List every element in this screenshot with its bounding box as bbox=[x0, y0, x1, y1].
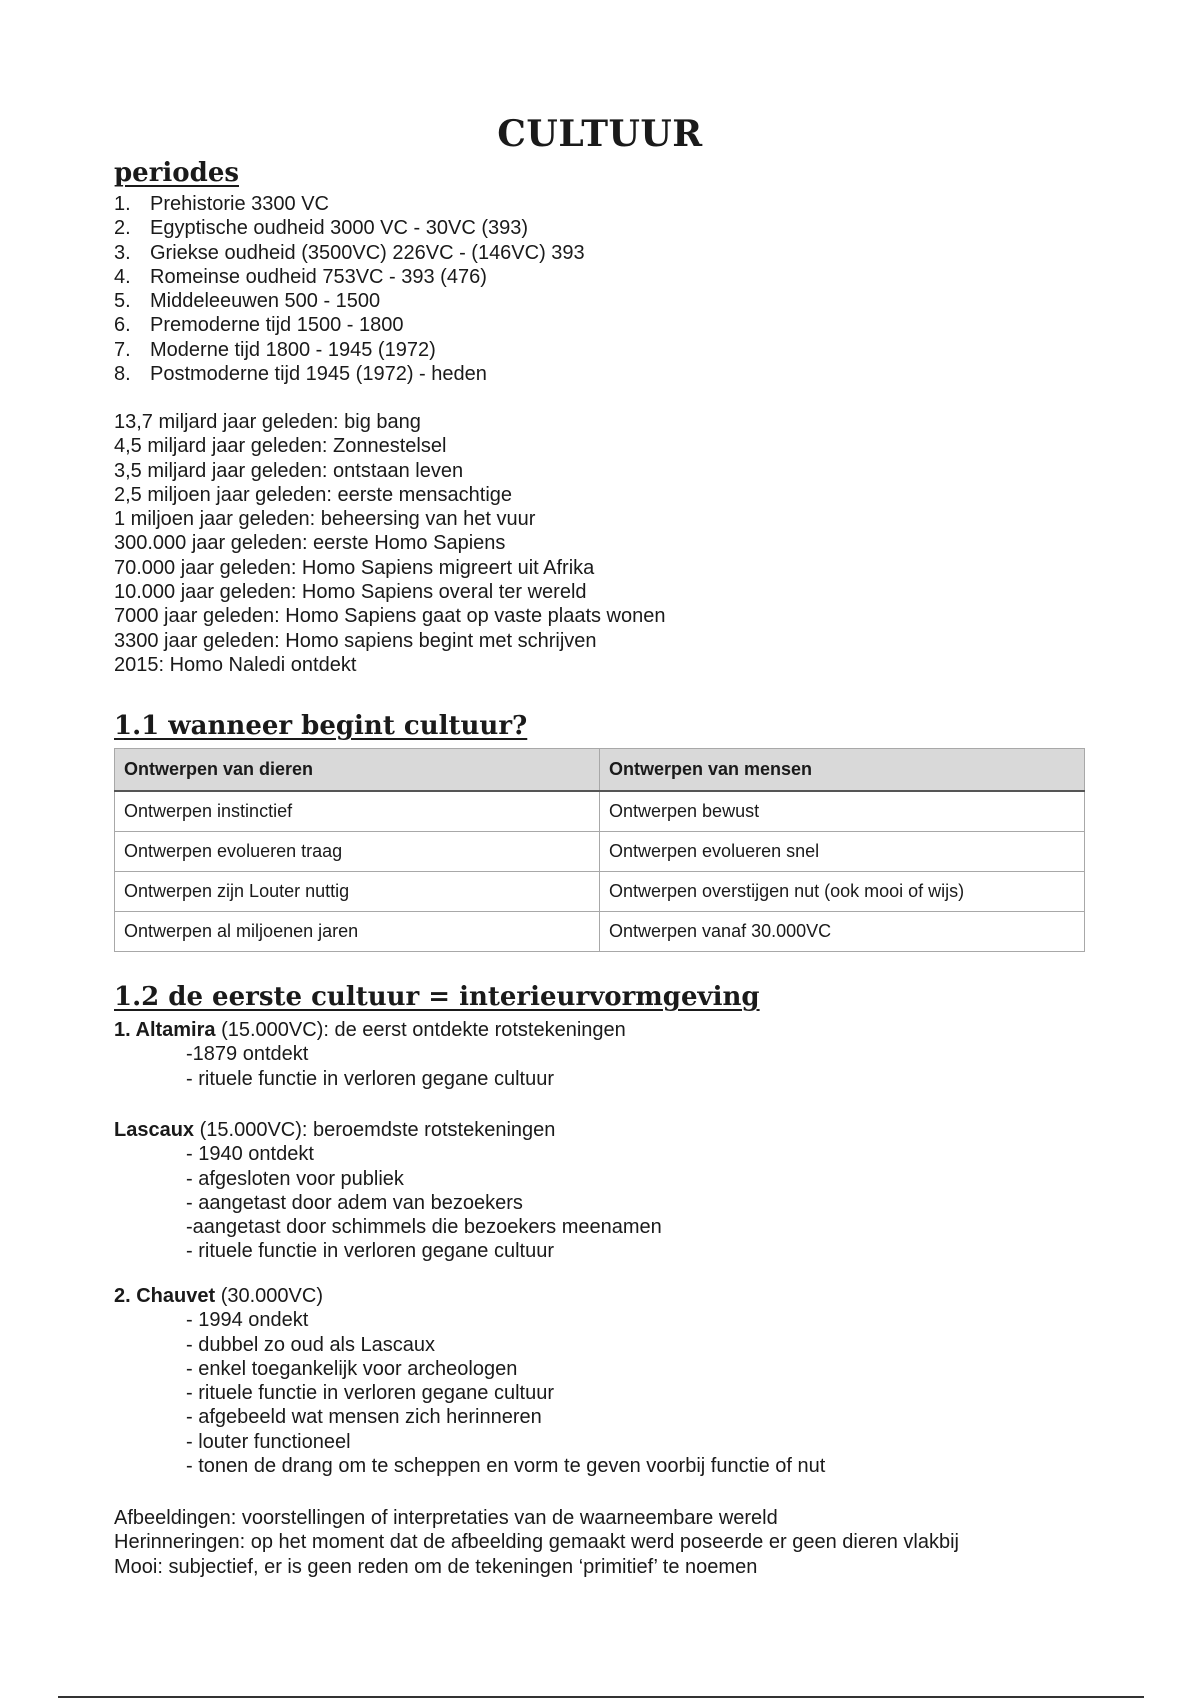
chauvet-block bbox=[114, 1284, 825, 1478]
table-cell: Ontwerpen instinctief bbox=[115, 791, 600, 832]
list-item: - enkel toegankelijk voor archeologen bbox=[186, 1357, 518, 1380]
list-item: 8. Postmoderne tijd 1945 (1972) - heden bbox=[114, 363, 487, 386]
lascaux-title: Lascaux (15.000VC): beroemdste rotstekeningen bbox=[114, 1119, 556, 1141]
list-item: -1879 ontdekt bbox=[186, 1043, 309, 1066]
table-cell: Ontwerpen evolueren snel bbox=[600, 832, 1085, 872]
footer-divider bbox=[58, 1696, 1144, 1698]
table-row bbox=[115, 832, 1085, 872]
list-item: - 1940 ontdekt bbox=[186, 1143, 314, 1166]
page-title: CULTUUR bbox=[497, 113, 703, 155]
list-item: -aangetast door schimmels die bezoekers meenamen bbox=[186, 1216, 662, 1239]
table-cell: Ontwerpen overstijgen nut (ook mooi of wijs) bbox=[600, 872, 1085, 912]
timeline-line: 13,7 miljard jaar geleden: big bang bbox=[114, 411, 421, 433]
list-item: - rituele functie in verloren gegane cultuur bbox=[186, 1067, 554, 1090]
definition-line: Herinneringen: op het moment dat de afbeelding gemaakt werd poseerde er geen dieren vlakbij bbox=[114, 1531, 959, 1554]
heading-periodes: periodes bbox=[114, 158, 239, 188]
list-item: - dubbel zo oud als Lascaux bbox=[186, 1333, 436, 1356]
definition-line: Mooi: subjectief, er is geen reden om de tekeningen ‘primitief’ te noemen bbox=[114, 1555, 758, 1578]
list-item: 2. Egyptische oudheid 3000 VC - 30VC (393) bbox=[114, 217, 529, 240]
timeline-line: 3300 jaar geleden: Homo sapiens begint met schrijven bbox=[114, 629, 597, 652]
list-item: - rituele functie in verloren gegane cultuur bbox=[186, 1382, 554, 1405]
list-item: - louter functioneel bbox=[186, 1430, 351, 1453]
definition-line: Afbeeldingen: voorstellingen of interpretaties van de waarneembare wereld bbox=[114, 1507, 778, 1529]
timeline-line: 1 miljoen jaar geleden: beheersing van het vuur bbox=[114, 508, 536, 531]
list-item: 7. Moderne tijd 1800 - 1945 (1972) bbox=[114, 338, 436, 361]
table-header-cell: Ontwerpen van mensen bbox=[600, 749, 1085, 792]
table-cell: Ontwerpen zijn Louter nuttig bbox=[115, 872, 600, 912]
altamira-block bbox=[114, 1018, 626, 1091]
heading-section-1-2: 1.2 de eerste cultuur = interieurvormgeving bbox=[114, 982, 760, 1012]
timeline-line: 300.000 jaar geleden: eerste Homo Sapiens bbox=[114, 532, 506, 555]
list-item: 5. Middeleeuwen 500 - 1500 bbox=[114, 290, 381, 313]
table-cell: Ontwerpen evolueren traag bbox=[115, 832, 600, 872]
timeline-line: 10.000 jaar geleden: Homo Sapiens overal ter wereld bbox=[114, 581, 587, 604]
altamira-title: 1. Altamira (15.000VC): de eerst ontdekte rotstekeningen bbox=[114, 1019, 626, 1041]
chauvet-title: 2. Chauvet (30.000VC) bbox=[114, 1285, 323, 1307]
timeline-line: 2,5 miljoen jaar geleden: eerste mensachtige bbox=[114, 483, 513, 506]
table-header-cell: Ontwerpen van dieren bbox=[115, 749, 600, 792]
list-item: 1. Prehistorie 3300 VC bbox=[114, 193, 329, 215]
timeline-line: 2015: Homo Naledi ontdekt bbox=[114, 653, 357, 676]
list-item: - afgebeeld wat mensen zich herinneren bbox=[186, 1406, 542, 1429]
table-row bbox=[115, 912, 1085, 952]
timeline-line: 3,5 miljard jaar geleden: ontstaan leven bbox=[114, 459, 464, 482]
list-item: 6. Premoderne tijd 1500 - 1800 bbox=[114, 314, 404, 337]
list-item: - 1994 ondekt bbox=[186, 1309, 309, 1332]
timeline-line: 70.000 jaar geleden: Homo Sapiens migreert uit Afrika bbox=[114, 556, 595, 579]
table-row bbox=[115, 872, 1085, 912]
comparison-table bbox=[114, 748, 1085, 952]
table-header-row bbox=[115, 749, 1085, 792]
definitions-block bbox=[114, 1506, 959, 1579]
table-cell: Ontwerpen bewust bbox=[600, 791, 1085, 832]
lascaux-block bbox=[114, 1118, 662, 1264]
timeline-line: 7000 jaar geleden: Homo Sapiens gaat op vaste plaats wonen bbox=[114, 605, 666, 628]
list-item: - tonen de drang om te scheppen en vorm te geven voorbij functie of nut bbox=[186, 1455, 826, 1478]
timeline-list bbox=[114, 410, 666, 677]
timeline-line: 4,5 miljard jaar geleden: Zonnestelsel bbox=[114, 435, 447, 458]
table-row bbox=[115, 791, 1085, 832]
table-cell: Ontwerpen al miljoenen jaren bbox=[115, 912, 600, 952]
heading-section-1-1: 1.1 wanneer begint cultuur? bbox=[114, 711, 528, 741]
list-item: - aangetast door adem van bezoekers bbox=[186, 1191, 523, 1214]
list-item: 3. Griekse oudheid (3500VC) 226VC - (146VC) 393 bbox=[114, 241, 585, 264]
periodes-list bbox=[114, 192, 585, 386]
list-item: - afgesloten voor publiek bbox=[186, 1167, 404, 1190]
list-item: 4. Romeinse oudheid 753VC - 393 (476) bbox=[114, 265, 487, 288]
list-item: - rituele functie in verloren gegane cultuur bbox=[186, 1240, 554, 1263]
table-cell: Ontwerpen vanaf 30.000VC bbox=[600, 912, 1085, 952]
